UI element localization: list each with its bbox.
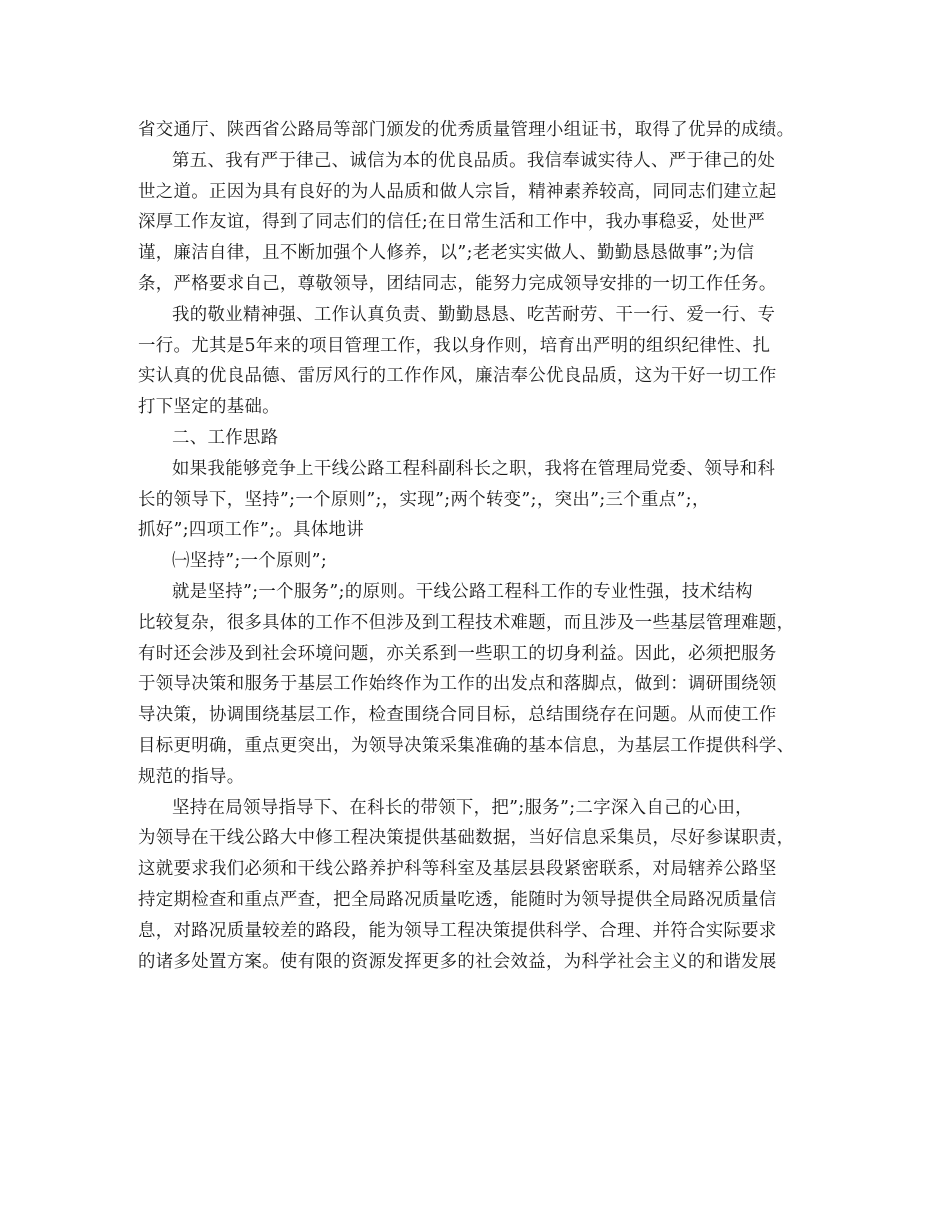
subsection-heading: ㈠坚持”;一个原则”;: [172, 551, 328, 572]
text-line: 比较复杂，很多具体的工作不但涉及到工程技术难题，而且涉及一些基层管理难题，: [138, 612, 795, 633]
text-line: 的诸多处置方案。使有限的资源发挥更多的社会效益，为科学社会主义的和谐发展: [138, 951, 777, 972]
text-line: 实认真的优良品德、雷厉风行的工作作风，廉洁奉公优良品质，这为干好一切工作: [138, 366, 777, 387]
text-line: 于领导决策和服务于基层工作始终作为工作的出发点和落脚点，做到：调研围绕领: [138, 674, 777, 695]
text-line: 这就要求我们必须和干线公路养护科等科室及基层县段紧密联系，对局辖养公路坚: [138, 859, 777, 880]
text-line: 长的领导下，坚持”;一个原则”;，实现”;两个转变”;，突出”;三个重点”;，: [138, 489, 710, 510]
text-line: 世之道。正因为具有良好的为人品质和做人宗旨，精神素养较高，同同志们建立起: [138, 181, 777, 202]
text-line: 一行。尤其是5年来的项目管理工作，我以身作则，培育出严明的组织纪律性、扎: [138, 335, 771, 356]
text-line: 导决策，协调围绕基层工作，检查围绕合同目标，总结围绕存在问题。从而使工作: [138, 705, 777, 726]
text-line: 谨，廉洁自律，且不断加强个人修养，以”;老老实实做人、勤勤恳恳做事”;为信: [138, 243, 755, 264]
text-line: 就是坚持”;一个服务”;的原则。干线公路工程科工作的专业性强，技术结构: [172, 581, 753, 602]
text-line: 为领导在干线公路大中修工程决策提供基础数据，当好信息采集员，尽好参谋职责，: [138, 828, 795, 849]
text-line: 目标更明确，重点更突出，为领导决策采集准确的基本信息，为基层工作提供科学、: [138, 735, 795, 756]
text-line: 条，严格要求自己，尊敬领导，团结同志，能努力完成领导安排的一切工作任务。: [138, 273, 777, 294]
text-line: 有时还会涉及到社会环境问题，亦关系到一些职工的切身利益。因此，必须把服务: [138, 643, 777, 664]
text-line: 抓好”;四项工作”;。具体地讲: [138, 520, 365, 541]
text-line: 省交通厅、陕西省公路局等部门颁发的优秀质量管理小组证书，取得了优异的成绩。: [138, 120, 795, 140]
text-line: 第五、我有严于律己、诚信为本的优良品质。我信奉诚实待人、严于律己的处: [172, 150, 776, 171]
text-line: 如果我能够竞争上干线公路工程科副科长之职，我将在管理局党委、领导和科: [172, 458, 776, 479]
text-line: 持定期检查和重点严查，把全局路况质量吃透，能随时为领导提供全局路况质量信: [138, 889, 777, 910]
text-line: 坚持在局领导指导下、在科长的带领下，把”;服务”;二字深入自己的心田，: [172, 797, 753, 818]
section-heading: 二、工作思路: [172, 427, 279, 448]
text-line: 我的敬业精神强、工作认真负责、勤勤恳恳、吃苦耐劳、干一行、爱一行、专: [172, 304, 776, 325]
text-line: 深厚工作友谊，得到了同志们的信任;在日常生活和工作中，我办事稳妥，处世严: [138, 212, 766, 233]
text-line: 打下坚定的基础。: [138, 397, 280, 418]
text-line: 息，对路况质量较差的路段，能为领导工程决策提供科学、合理、并符合实际要求: [138, 920, 777, 941]
document-body: [138, 115, 828, 977]
text-line: 规范的指导。: [138, 766, 245, 787]
